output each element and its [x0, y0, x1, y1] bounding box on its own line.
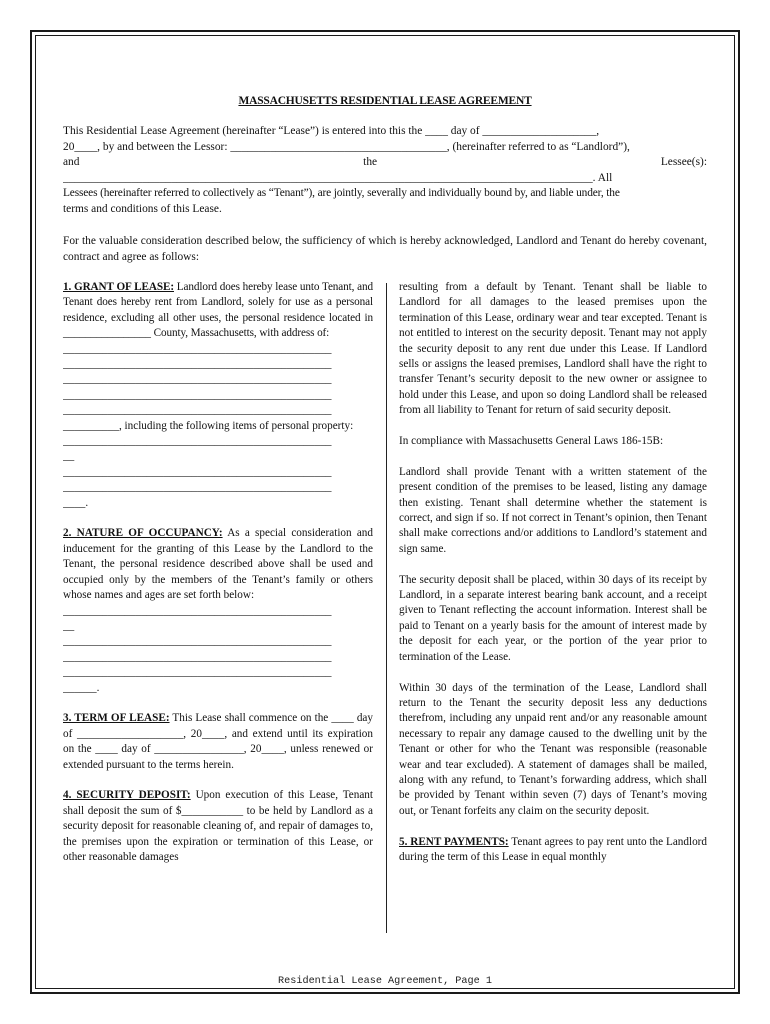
- blank-line: ____.: [63, 496, 89, 509]
- blank-line: __: [63, 450, 75, 463]
- section-heading: 2. NATURE OF OCCUPANCY:: [63, 527, 223, 540]
- intro-word: and: [63, 156, 80, 169]
- blank-line: __: [63, 619, 75, 632]
- right-column: [399, 280, 707, 865]
- blank-line: ________________________________________________: [63, 404, 332, 417]
- intro-word: the: [363, 156, 378, 169]
- compliance-line: In compliance with Massachusetts General Laws 186-15B:: [399, 435, 664, 448]
- personal-property-text: __________, including the following items of personal property:: [63, 419, 354, 432]
- blank-line: ________________________________________________: [63, 373, 332, 386]
- blank-line: ________________________________________________: [63, 481, 332, 494]
- deposit-return-paragraph: Within 30 days of the termination of the Lease, Landlord shall return to the Tenant the security deposit less any deductions therefrom, including any unpaid rent and/or any reasonable amount necessary to repair any damage caused to the dwelling unit by the Tenant or other for who the Tenant was responsible (reasonable wear and tear excluded). A statement of damages shall be mailed, along with any refund, to Tenant’s forwarding address, which shall be provided by Tenant within seven (7) days of Tenant’s moving out, or Tenant forfeits any claim on the security deposit.: [399, 681, 707, 817]
- intro-line: terms and conditions of this Lease.: [63, 202, 222, 215]
- document-title: MASSACHUSETTS RESIDENTIAL LEASE AGREEMENT: [238, 95, 532, 107]
- blank-line: ________________________________________________: [63, 358, 332, 371]
- section-text: Landlord does hereby lease unto Tenant, and Tenant does hereby rent from Landlord, solely for use as a personal residence, excluding all other uses, the personal residence located in ________________ County, Massachusetts, with address of:: [63, 281, 374, 340]
- section-nature-of-occupancy: [63, 526, 373, 603]
- section-rent-payments: [399, 835, 707, 866]
- blank-line: ________________________________________________: [63, 650, 332, 663]
- column-divider: [386, 283, 387, 933]
- section-text: Tenant agrees to pay rent unto the Landlord during the term of this Lease in equal monthly: [399, 835, 707, 863]
- section-text: Upon execution of this Lease, Tenant shall deposit the sum of $___________ to be held by Landlord as a security deposit for reasonable cleaning of, and repair of damages to, the premises upon the expiration or termination of this Lease, or other reasonable damages: [63, 789, 373, 863]
- blank-line: ________________________________________________: [63, 604, 332, 617]
- section-text: This Lease shall commence on the ____ day of ___________________, 20____, and extend until its expiration on the ____ day of ________________, 20____, unless renewed or extended pursuant to the terms herein.: [63, 712, 373, 771]
- intro-line: _____________________________________________________________________________________________. All: [63, 171, 613, 184]
- intro-word: Lessee(s):: [660, 156, 707, 169]
- intro-line: [63, 155, 707, 171]
- section-security-deposit: [63, 788, 373, 865]
- section-heading: 4. SECURITY DEPOSIT:: [63, 789, 191, 802]
- blank-line: ________________________________________________: [63, 435, 332, 448]
- blank-line: ________________________________________________: [63, 666, 332, 679]
- blank-line: ______.: [63, 681, 100, 694]
- blank-line: ________________________________________________: [63, 342, 332, 355]
- intro-paragraph: [63, 124, 707, 218]
- condition-statement-paragraph: Landlord shall provide Tenant with a written statement of the present condition of the premises to be leased, listing any damage then existing. Tenant shall determine whether the statement is correct, and sign if so. If not correct in Tenant’s opinion, then Tenant shall make corrections and/or additions to Landlord’s statement and sign same.: [399, 465, 707, 555]
- deposit-placement-paragraph: The security deposit shall be placed, within 30 days of its receipt by Landlord, in a separate interest bearing bank account, and a receipt given to Tenant reflecting the account information. Interest shall be paid to Tenant on a yearly basis for the amount of interest made by the deposit for each year, or the portion of the year prior to termination of the Lease.: [399, 573, 707, 663]
- section-text: As a special consideration and inducement for the granting of this Lease by the Landlord to the Tenant, the personal residence described above shall be used and occupied only by the members of the Tenant’s family or others whose names and ages are set forth below:: [63, 527, 373, 602]
- section-heading: 3. TERM OF LEASE:: [63, 712, 170, 725]
- intro-line: Lessees (hereinafter referred to collectively as “Tenant”), are jointly, severally and individually bound by, and liable under, the: [63, 187, 620, 200]
- section-heading: 5. RENT PAYMENTS:: [399, 835, 509, 848]
- section-term-of-lease: [63, 711, 373, 773]
- intro-line: This Residential Lease Agreement (hereinafter “Lease”) is entered into this the ____ day of ____________________,: [63, 125, 600, 137]
- section-heading: 1. GRANT OF LEASE:: [63, 281, 174, 293]
- intro-line: 20____, by and between the Lessor: ______________________________________, (hereinafter referred to as “Landlord”),: [63, 140, 630, 153]
- blank-line: ________________________________________________: [63, 465, 332, 478]
- blank-line: ________________________________________________: [63, 635, 332, 648]
- section-grant-of-lease: [63, 280, 373, 342]
- blank-line: ________________________________________________: [63, 388, 332, 401]
- left-column: [63, 280, 373, 865]
- page-footer: Residential Lease Agreement, Page 1: [278, 976, 492, 987]
- consideration-paragraph: For the valuable consideration described below, the sufficiency of which is hereby acknowledged, Landlord and Tenant do hereby covenant, contract and agree as follows:: [63, 235, 707, 263]
- deposit-continuation: resulting from a default by Tenant. Tenant shall be liable to Landlord for all damages to the leased premises upon the termination of this Lease, ordinary wear and tear excepted. Tenant is not entitled to interest on the security deposit. Tenant may not apply the security deposit to any rent due under this Lease. If Landlord sells or assigns the leased premises, Landlord shall have the right to transfer Tenant’s security deposit to the new owner or assignee to hold under this Lease, and upon so doing Landlord shall be released from all liability to Tenant for return of said security deposit.: [399, 281, 707, 417]
